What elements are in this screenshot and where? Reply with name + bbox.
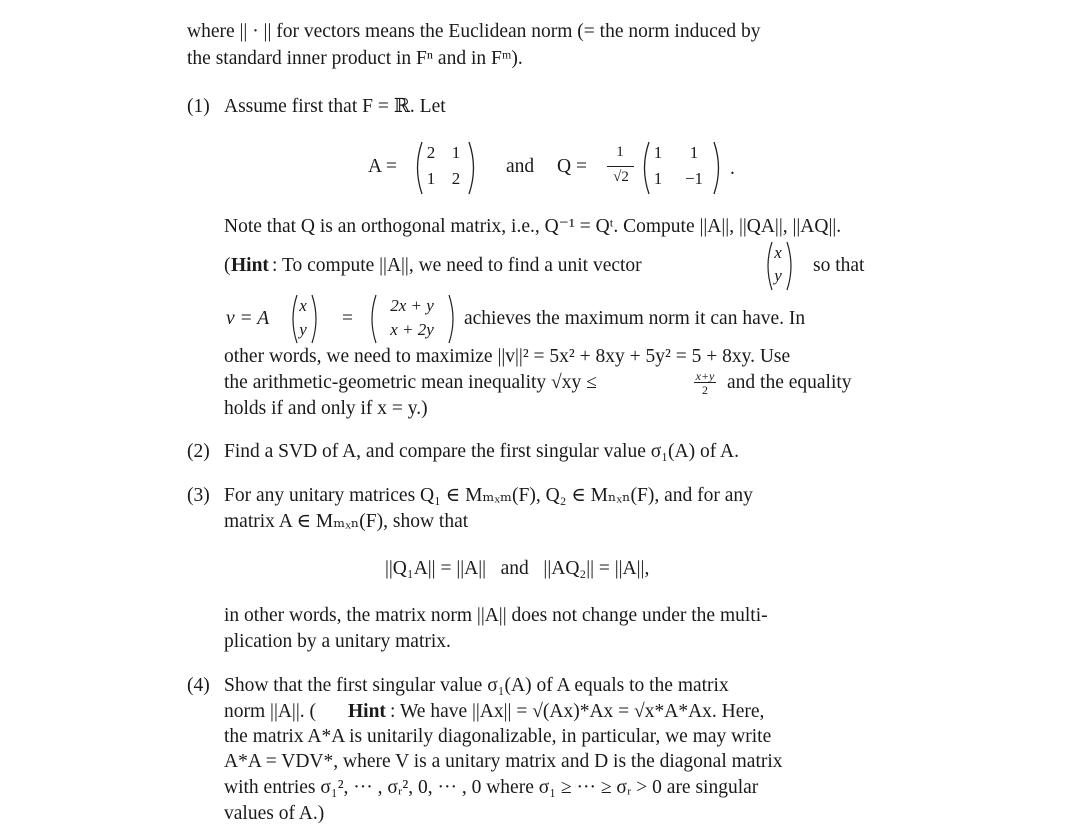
holds-line: holds if and only if x = y.) [224,398,428,419]
right-paren [466,140,480,196]
right-paren [310,293,322,345]
right-paren [447,293,459,345]
item-4-hint-word: Hint [348,701,386,722]
Q-label: Q = [557,156,587,177]
hint-word: Hint [231,255,269,276]
amgm-line-a: the arithmetic-geometric mean inequality √xy ≤ [224,372,597,393]
vector-bottom: x + 2y [390,320,434,339]
hint-line-1: : To compute ||A||, we need to find a unit vector [272,255,642,276]
matrix-A-entry: 2 [426,143,436,162]
item-1-number: (1) [187,96,210,117]
item-3-line-2: matrix A ∈ Mₘₓₙ(F), show that [224,511,469,532]
right-paren [711,140,725,196]
item-1-lead: Assume first that F = ℝ. Let [224,96,446,117]
v-eq: v = A [226,308,270,329]
so-that: so that [813,255,865,276]
item-2-number: (2) [187,441,210,462]
amgm-denominator: 2 [702,383,708,397]
item-4-line-1: Show that the first singular value σ₁(A) of A equals to the matrix [224,675,729,696]
amgm-line-b: and the equality [727,372,852,393]
matrix-A-entry: 1 [451,143,461,162]
note-line: Note that Q is an orthogonal matrix, i.e., Q⁻¹ = Qᵗ. Compute ||A||, ||QA||, ||AQ||. [224,216,842,237]
intro-line-1: where || · || for vectors means the Euclidean norm (= the norm induced by [187,21,761,42]
item-4-number: (4) [187,675,210,696]
other-words-line: other words, we need to maximize ||v||² = 5x² + 8xy + 5y² = 5 + 8xy. Use [224,346,791,367]
q-frac-denominator: √2 [613,169,629,185]
matrix-Q-entry: 1 [653,143,663,162]
matrix-Q-entry: −1 [684,169,704,188]
item-3-display: ||Q₁A|| = ||A|| and ||AQ₂|| = ||A||, [385,558,650,579]
item-3-line-1: For any unitary matrices Q₁ ∈ Mₘₓₘ(F), Q₂ ∈ Mₙₓₙ(F), and for any [224,485,753,506]
matrix-A-entry: 1 [426,169,436,188]
item-3-line-3: in other words, the matrix norm ||A|| does not change under the multi- [224,605,768,626]
vector-x: x [299,296,307,315]
item-4-line-3: the matrix A*A is unitarily diagonalizable, in particular, we may write [224,726,772,747]
q-frac-numerator: 1 [616,144,624,160]
A-label: A = [368,156,397,177]
q-frac-bar [607,166,634,167]
and-word: and [506,156,535,177]
amgm-numerator: x+y [695,369,715,383]
matrix-Q-entry: 1 [653,169,663,188]
item-4-line-4: A*A = VDV*, where V is a unitary matrix and D is the diagonal matrix [224,751,783,772]
display-period: . [730,158,735,179]
right-paren [785,240,797,292]
item-4-line-5: with entries σ₁², ··· , σᵣ², 0, ··· , 0 where σ₁ ≥ ··· ≥ σᵣ > 0 are singular [224,777,759,798]
item-4-line-6: values of A.) [224,803,325,824]
matrix-Q-entry: 1 [689,143,699,162]
vector-y: y [299,320,307,339]
item-3-line-4: plication by a unitary matrix. [224,631,451,652]
vector-x: x [774,243,782,262]
eq-sign: = [342,308,353,329]
item-4-line-2b: : We have ||Ax|| = √(Ax)*Ax = √x*A*Ax. Here, [390,701,765,722]
vector-y: y [774,266,782,285]
hint-open-paren: ( [224,255,231,276]
intro-line-2: the standard inner product in Fⁿ and in Fᵐ). [187,48,523,69]
matrix-A-entry: 2 [451,169,461,188]
vector-top: 2x + y [390,296,434,315]
item-3-number: (3) [187,485,210,506]
item-4-line-2a: norm ||A||. ( [224,701,316,722]
achieves-line: achieves the maximum norm it can have. In [464,308,806,329]
item-2-line-1: Find a SVD of A, and compare the first singular value σ₁(A) of A. [224,441,739,462]
